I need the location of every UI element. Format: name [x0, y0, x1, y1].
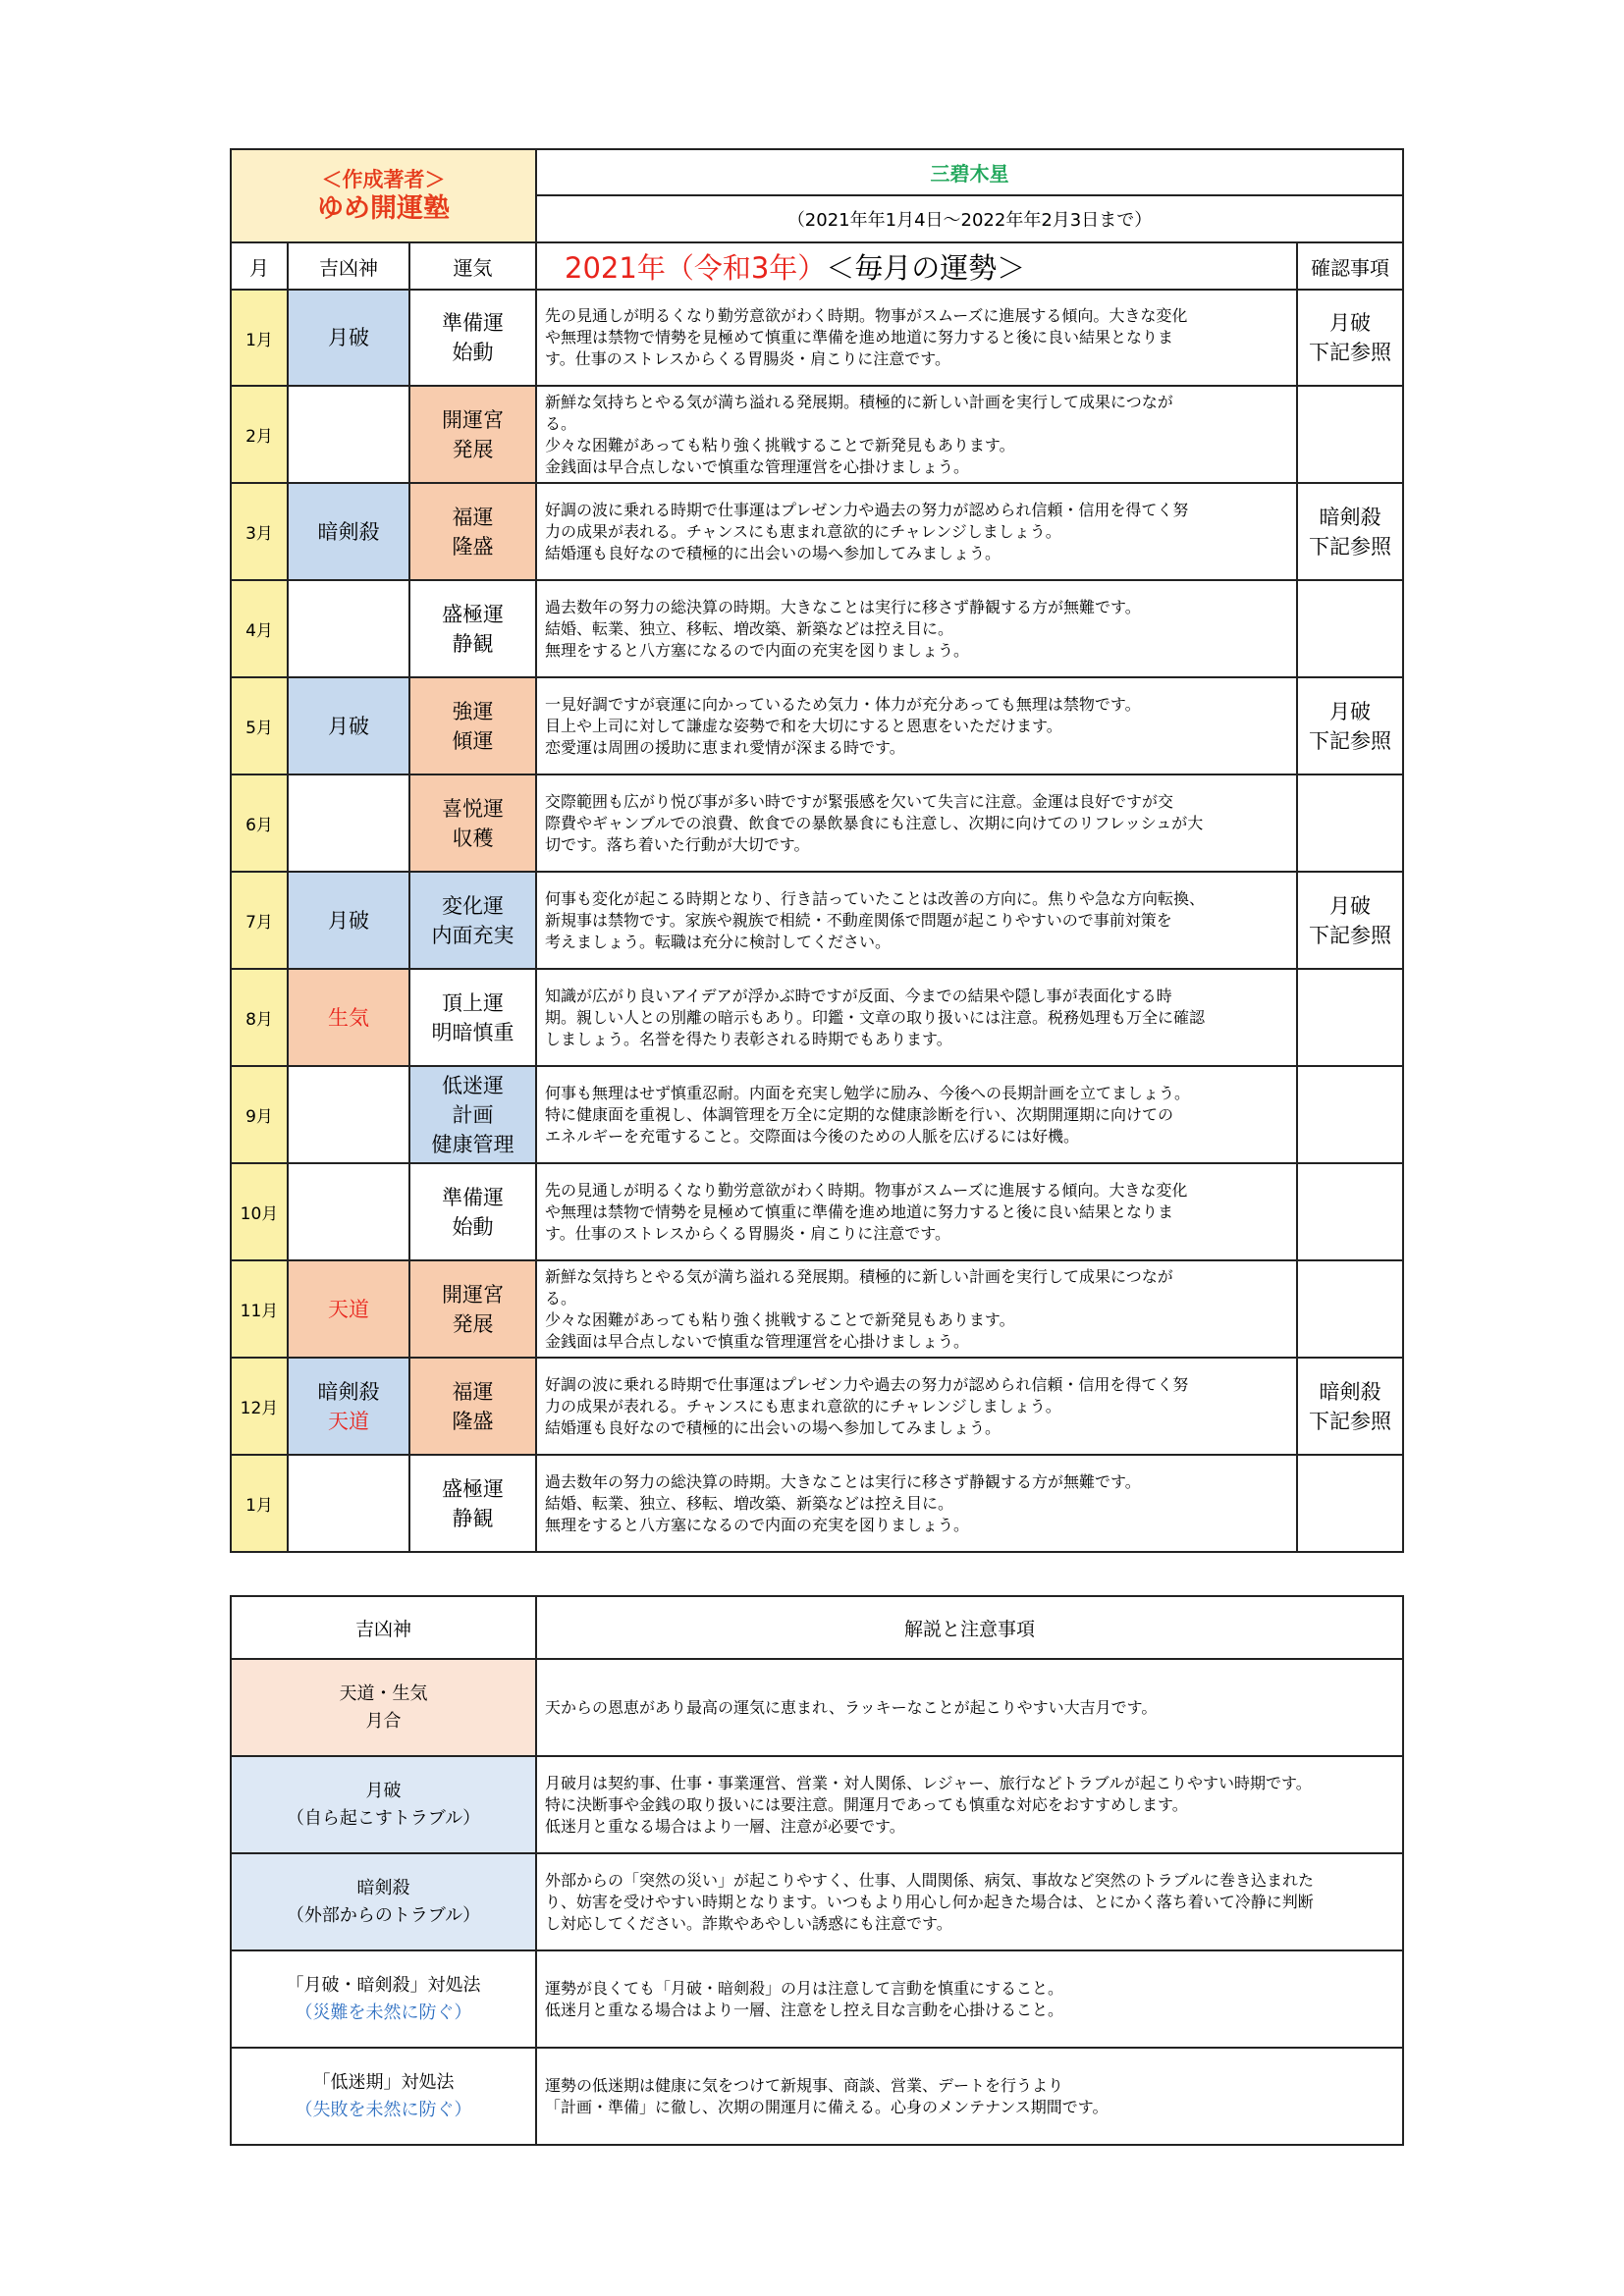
month-cell: 11月	[231, 1260, 288, 1358]
column-header-row	[231, 242, 1403, 290]
star-name: 三碧木星	[536, 149, 1403, 195]
month-cell: 10月	[231, 1163, 288, 1260]
fortune-text: 静観	[452, 631, 494, 656]
month-cell: 12月	[231, 1358, 288, 1455]
col-month: 月	[231, 242, 288, 290]
description-line: 結婚、転業、独立、移転、増改築、新築などは控え目に。	[545, 1493, 954, 1513]
col-confirm: 確認事項	[1297, 242, 1403, 290]
legend-subname: （自ら起こすトラブル）	[286, 1807, 481, 1829]
description-line: 考えましょう。転職は充分に検討してください。	[545, 932, 892, 951]
month-row	[231, 1358, 1403, 1455]
title-subtitle: ＜毎月の運勢＞	[826, 250, 1026, 285]
legend-desc-line: 天からの恩恵があり最高の運気に恵まれ、ラッキーなことが起こりやすい大吉月です。	[545, 1697, 1158, 1717]
legend-subname: 月合	[365, 1710, 402, 1732]
deity-text: 生気	[328, 1005, 369, 1030]
deity-cell	[288, 1455, 409, 1552]
month-cell: 1月	[231, 1455, 288, 1552]
description-line: しましょう。名誉を得たり表彰される時期でもあります。	[545, 1029, 952, 1048]
description-line: 期。親しい人との別離の暗示もあり。印鑑・文章の取り扱いには注意。税務処理も万全に確認	[545, 1007, 1206, 1027]
fortune-text: 開運宮	[442, 1282, 505, 1307]
fortune-cell	[409, 1163, 536, 1260]
deity-cell	[288, 872, 409, 969]
description-line: 力の成果が表れる。チャンスにも恵まれ意欲的にチャレンジしましょう。	[545, 521, 1061, 541]
description-line: 特に健康面を重視し、体調管理を万全に定期的な健康診断を行い、次期開運期に向けての	[545, 1104, 1174, 1124]
fortune-cell	[409, 677, 536, 774]
description-line: 金銭面は早合点しないで慎重な管理運営を心掛けましょう。	[545, 1331, 970, 1351]
col-fortune: 運気	[409, 242, 536, 290]
fortune-cell	[409, 1066, 536, 1163]
fortune-text: 開運宮	[442, 407, 505, 432]
fortune-text: 発展	[452, 1311, 494, 1336]
fortune-text: 準備運	[442, 1185, 505, 1209]
deity-text: 暗剣殺	[317, 1379, 380, 1404]
description-cell	[536, 677, 1297, 774]
month-row	[231, 1163, 1403, 1260]
fortune-text: 隆盛	[452, 534, 494, 559]
description-line: 少々な困難があっても粘り強く挑戦することで新発見もあります。	[545, 435, 1015, 454]
author-name: ゆめ開運塾	[317, 192, 451, 224]
deity-text: 暗剣殺	[317, 519, 380, 544]
month-cell: 2月	[231, 386, 288, 483]
legend-desc-cell	[536, 1756, 1403, 1853]
author-cell	[231, 149, 536, 242]
confirm-cell	[1297, 386, 1403, 483]
confirm-text: 月破	[1329, 893, 1372, 918]
fortune-text: 計画	[452, 1102, 494, 1127]
fortune-text: 喜悦運	[442, 796, 505, 821]
description-line: る。	[545, 413, 577, 433]
description-line: 結婚、転業、独立、移転、増改築、新築などは控え目に。	[545, 618, 954, 638]
fortune-cell	[409, 580, 536, 677]
month-cell: 4月	[231, 580, 288, 677]
fortune-text: 福運	[452, 505, 494, 529]
description-line: す。仕事のストレスからくる胃腸炎・肩こりに注意です。	[545, 349, 950, 368]
legend-row	[231, 2048, 1403, 2145]
month-row	[231, 1260, 1403, 1358]
fortune-text: 盛極運	[442, 1476, 505, 1501]
month-row	[231, 386, 1403, 483]
confirm-text: 暗剣殺	[1319, 1379, 1381, 1404]
description-line: 目上や上司に対して謙虚な姿勢で和を大切にすると恩恵をいただけます。	[545, 716, 1062, 735]
deity-cell	[288, 677, 409, 774]
description-cell	[536, 1260, 1297, 1358]
legend-row	[231, 1853, 1403, 1950]
confirm-cell	[1297, 677, 1403, 774]
confirm-text: 下記参照	[1309, 534, 1392, 559]
legend-table	[230, 1595, 1404, 2146]
description-line: 先の見通しが明るくなり勤労意欲がわく時期。物事がスムーズに進展する傾向。大きな変化	[545, 1180, 1188, 1200]
title-year: 2021年（令和3年）	[565, 250, 827, 285]
description-line: 新鮮な気持ちとやる気が満ち溢れる発展期。積極的に新しい計画を実行して成果につなが	[545, 392, 1173, 411]
fortune-text: 盛極運	[442, 602, 505, 626]
fortune-text: 明暗慎重	[431, 1020, 514, 1044]
description-cell	[536, 1066, 1297, 1163]
fortune-text: 収穫	[452, 826, 494, 850]
fortune-cell	[409, 386, 536, 483]
description-line: 何事も無理はせず慎重忍耐。内面を充実し勉学に励み、今後への長期計画を立てましょう。	[545, 1083, 1190, 1102]
deity-cell	[288, 1260, 409, 1358]
legend-head-desc: 解説と注意事項	[536, 1596, 1403, 1659]
deity-cell	[288, 1066, 409, 1163]
fortune-text: 福運	[452, 1379, 494, 1404]
month-cell: 7月	[231, 872, 288, 969]
description-line: る。	[545, 1288, 577, 1308]
legend-desc-line: 特に決断事や金銭の取り扱いには要注意。開運月であっても慎重な対応をおすすめします。	[545, 1794, 1188, 1814]
legend-subname: （失敗を未然に防ぐ）	[295, 2099, 472, 2120]
confirm-text: 下記参照	[1309, 728, 1392, 753]
description-line: 新規事は禁物です。家族や親族で相続・不動産関係で問題が起こりやすいので事前対策を	[545, 910, 1172, 930]
legend-desc-line: 外部からの「突然の災い」が起こりやすく、仕事、人間関係、病気、事故など突然のトラブルに巻き込まれた	[545, 1870, 1315, 1890]
deity-cell	[288, 580, 409, 677]
month-row	[231, 872, 1403, 969]
description-line: 過去数年の努力の総決算の時期。大きなことは実行に移さず静観する方が無難です。	[545, 597, 1141, 616]
description-line: 金銭面は早合点しないで慎重な管理運営を心掛けましょう。	[545, 456, 970, 476]
legend-name: 暗剣殺	[356, 1877, 410, 1898]
description-cell	[536, 290, 1297, 386]
deity-text: 天道	[328, 1297, 369, 1321]
fortune-cell	[409, 1455, 536, 1552]
month-cell: 5月	[231, 677, 288, 774]
legend-subname: （外部からのトラブル）	[286, 1904, 481, 1926]
legend-name-cell	[231, 1853, 536, 1950]
fortune-cell	[409, 1260, 536, 1358]
description-cell	[536, 1163, 1297, 1260]
fortune-text: 健康管理	[431, 1132, 514, 1156]
description-line: 結婚運も良好なので積極的に出会いの場へ参加してみましょう。	[545, 1417, 1001, 1437]
confirm-cell	[1297, 969, 1403, 1066]
legend-name-cell	[231, 1659, 536, 1756]
description-line: や無理は禁物で情勢を見極めて慎重に準備を進め地道に努力すると後に良い結果となりま	[545, 328, 1174, 347]
deity-text: 月破	[328, 908, 369, 933]
month-row	[231, 1066, 1403, 1163]
confirm-cell	[1297, 1358, 1403, 1455]
month-cell: 8月	[231, 969, 288, 1066]
monthly-fortune-table	[230, 148, 1404, 1553]
deity-cell	[288, 483, 409, 580]
description-line: 知識が広がり良いアイデアが浮かぶ時ですが反面、今までの結果や隠し事が表面化する時	[545, 986, 1172, 1005]
month-row	[231, 483, 1403, 580]
legend-desc-line: 運勢が良くても「月破・暗剣殺」の月は注意して言動を慎重にすること。	[545, 1978, 1064, 1998]
fortune-text: 始動	[452, 341, 494, 364]
deity-text: 月破	[328, 326, 369, 349]
description-cell	[536, 872, 1297, 969]
month-cell: 9月	[231, 1066, 288, 1163]
month-row	[231, 580, 1403, 677]
month-row	[231, 774, 1403, 872]
deity-cell	[288, 1163, 409, 1260]
fortune-text: 傾運	[452, 728, 494, 753]
fortune-text: 静観	[452, 1506, 494, 1530]
confirm-cell	[1297, 1455, 1403, 1552]
confirm-cell	[1297, 1260, 1403, 1358]
legend-head-deity: 吉凶神	[231, 1596, 536, 1659]
confirm-cell	[1297, 1066, 1403, 1163]
confirm-cell	[1297, 1163, 1403, 1260]
col-deity: 吉凶神	[288, 242, 409, 290]
legend-row	[231, 1756, 1403, 1853]
fortune-text: 強運	[452, 699, 494, 723]
legend-desc-cell	[536, 1950, 1403, 2048]
legend-name: 「月破・暗剣殺」対処法	[286, 1974, 481, 1996]
legend-subname: （災難を未然に防ぐ）	[295, 2002, 472, 2023]
fortune-cell	[409, 290, 536, 386]
description-line: 結婚運も良好なので積極的に出会いの場へ参加してみましょう。	[545, 543, 1001, 562]
confirm-text: 月破	[1329, 699, 1372, 723]
author-label: ＜作成著者＞	[321, 167, 446, 191]
legend-desc-line: 「計画・準備」に徹し、次期の開運月に備える。心身のメンテナンス期間です。	[545, 2097, 1109, 2116]
month-row	[231, 677, 1403, 774]
deity-text: 天道	[328, 1409, 369, 1433]
month-cell: 1月	[231, 290, 288, 386]
legend-desc-line: 月破月は契約事、仕事・事業運営、営業・対人関係、レジャー、旅行などトラブルが起こりやすい時期です。	[545, 1773, 1312, 1792]
description-line: 交際範囲も広がり悦び事が多い時ですが緊張感を欠いて失言に注意。金運は良好ですが交	[545, 791, 1174, 811]
deity-cell	[288, 386, 409, 483]
fortune-text: 準備運	[442, 311, 505, 335]
fortune-text: 頂上運	[442, 990, 505, 1015]
description-cell	[536, 969, 1297, 1066]
description-cell	[536, 580, 1297, 677]
legend-desc-cell	[536, 2048, 1403, 2145]
month-row	[231, 1455, 1403, 1552]
confirm-text: 下記参照	[1309, 923, 1392, 947]
description-line: 無理をすると八方塞になるので内面の充実を図りましょう。	[545, 640, 970, 660]
confirm-text: 暗剣殺	[1319, 505, 1381, 529]
confirm-text: 月破	[1329, 311, 1372, 335]
legend-row	[231, 1659, 1403, 1756]
fortune-cell	[409, 872, 536, 969]
legend-desc-line: 低迷月と重なる場合はより一層、注意をし控え目な言動を心掛けること。	[545, 2000, 1064, 2019]
legend-name: 天道・生気	[339, 1682, 428, 1704]
legend-name-cell	[231, 1950, 536, 2048]
description-cell	[536, 774, 1297, 872]
description-line: 無理をすると八方塞になるので内面の充実を図りましょう。	[545, 1515, 970, 1534]
description-line: 好調の波に乗れる時期で仕事運はプレゼン力や過去の努力が認められ信頼・信用を得てく努	[545, 500, 1189, 519]
fortune-text: 変化運	[442, 893, 505, 918]
legend-desc-line: り、妨害を受けやすい時期となります。いつもより用心し何か起きた場合は、とにかく落ち着いて冷静に判断	[545, 1892, 1314, 1911]
deity-cell	[288, 290, 409, 386]
description-line: す。仕事のストレスからくる胃腸炎・肩こりに注意です。	[545, 1223, 950, 1243]
legend-desc-line: 低迷月と重なる場合はより一層、注意が必要です。	[545, 1816, 905, 1836]
deity-cell	[288, 774, 409, 872]
deity-cell	[288, 1358, 409, 1455]
fortune-cell	[409, 483, 536, 580]
page-title	[536, 242, 1297, 290]
description-line: や無理は禁物で情勢を見極めて慎重に準備を進め地道に努力すると後に良い結果となりま	[545, 1201, 1174, 1221]
legend-desc-cell	[536, 1659, 1403, 1756]
legend-desc-cell	[536, 1853, 1403, 1950]
month-row	[231, 969, 1403, 1066]
description-line: 好調の波に乗れる時期で仕事運はプレゼン力や過去の努力が認められ信頼・信用を得てく努	[545, 1374, 1189, 1394]
legend-name-cell	[231, 1756, 536, 1853]
description-cell	[536, 483, 1297, 580]
confirm-cell	[1297, 774, 1403, 872]
description-line: エネルギーを充電すること。交際面は今後のための人脈を広げるには好機。	[545, 1126, 1080, 1146]
period-text: （2021年年1月4日～2022年年2月3日まで）	[536, 195, 1403, 242]
fortune-cell	[409, 969, 536, 1066]
description-line: 切です。落ち着いた行動が大切です。	[545, 834, 810, 854]
fortune-text: 隆盛	[452, 1409, 494, 1433]
description-line: 際費やギャンブルでの浪費、飲食での暴飲暴食にも注意し、次期に向けてのリフレッシュが大	[545, 813, 1204, 832]
deity-text: 月破	[328, 714, 369, 738]
description-cell	[536, 1455, 1297, 1552]
fortune-text: 始動	[452, 1214, 494, 1239]
fortune-text: 内面充実	[431, 923, 514, 947]
legend-name-cell	[231, 2048, 536, 2145]
confirm-cell	[1297, 580, 1403, 677]
confirm-text: 下記参照	[1309, 341, 1392, 364]
description-line: 過去数年の努力の総決算の時期。大きなことは実行に移さず静観する方が無難です。	[545, 1471, 1141, 1491]
confirm-text: 下記参照	[1309, 1409, 1392, 1433]
confirm-cell	[1297, 872, 1403, 969]
legend-desc-line: 運勢の低迷期は健康に気をつけて新規事、商談、営業、デートを行うより	[545, 2075, 1064, 2095]
description-line: 何事も変化が起こる時期となり、行き詰っていたことは改善の方向に。焦りや急な方向転換、	[545, 888, 1206, 908]
description-cell	[536, 1358, 1297, 1455]
description-line: 力の成果が表れる。チャンスにも恵まれ意欲的にチャレンジしましょう。	[545, 1396, 1061, 1415]
month-cell: 6月	[231, 774, 288, 872]
description-line: 新鮮な気持ちとやる気が満ち溢れる発展期。積極的に新しい計画を実行して成果につなが	[545, 1266, 1173, 1286]
legend-desc-line: し対応してください。詐欺やあやしい誘惑にも注意です。	[545, 1913, 952, 1933]
deity-cell	[288, 969, 409, 1066]
description-line: 恋愛運は周囲の援助に恵まれ愛情が深まる時です。	[545, 737, 905, 757]
description-line: 少々な困難があっても粘り強く挑戦することで新発見もあります。	[545, 1309, 1015, 1329]
description-cell	[536, 386, 1297, 483]
description-line: 先の見通しが明るくなり勤労意欲がわく時期。物事がスムーズに進展する傾向。大きな変化	[545, 306, 1188, 325]
description-line: 一見好調ですが衰運に向かっているため気力・体力が充分あっても無理は禁物です。	[545, 694, 1141, 714]
confirm-cell	[1297, 483, 1403, 580]
month-row	[231, 290, 1403, 386]
fortune-cell	[409, 774, 536, 872]
fortune-text: 低迷運	[442, 1073, 505, 1097]
month-cell: 3月	[231, 483, 288, 580]
legend-row	[231, 1950, 1403, 2048]
fortune-cell	[409, 1358, 536, 1455]
fortune-text: 発展	[452, 437, 494, 461]
confirm-cell	[1297, 290, 1403, 386]
legend-name: 「低迷期」対処法	[312, 2071, 455, 2093]
legend-name: 月破	[365, 1780, 402, 1801]
